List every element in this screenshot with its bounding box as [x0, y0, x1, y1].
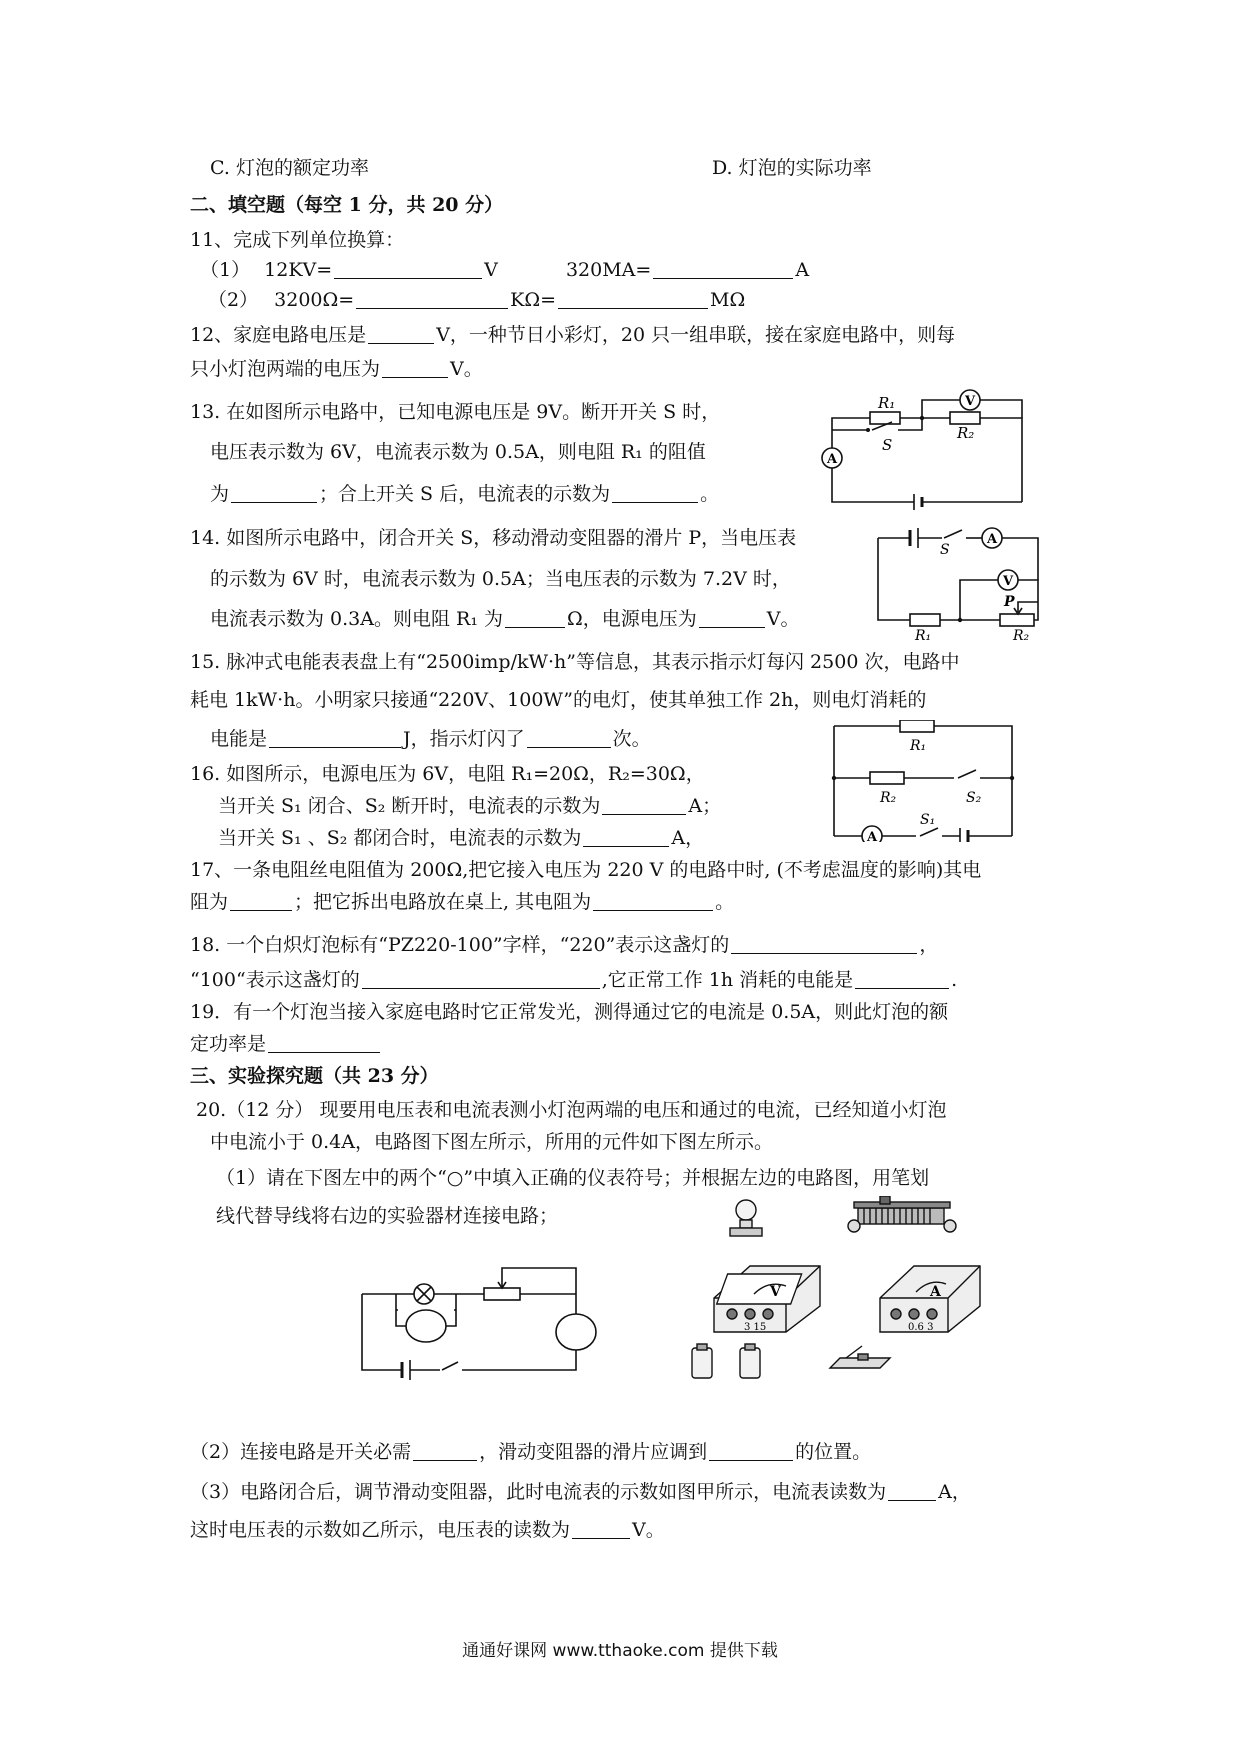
blank[interactable] — [413, 1442, 477, 1461]
q10-option-d: D. 灯泡的实际功率 — [712, 157, 872, 179]
q20-part1-line-1: （1）请在下图左中的两个“○”中填入正确的仪表符号；并根据左边的电路图，用笔划 — [216, 1167, 930, 1189]
q15-line-2: 耗电 1kW·h。小明家只接通“220V、100W”的电灯，使其单独工作 2h，则电灯消耗的 — [190, 689, 927, 711]
q11-l2-a: 3200Ω= — [274, 289, 355, 311]
q13-voltmeter-icon: V — [965, 394, 976, 409]
blank[interactable] — [230, 892, 292, 911]
q14-line-2: 的示数为 6V 时，电流表示数为 0.5A；当电压表的示数为 7.2V 时， — [210, 568, 791, 590]
blank[interactable] — [709, 1442, 793, 1461]
q13-line-3 — [210, 482, 719, 506]
q11-l2-b-unit: MΩ — [710, 289, 746, 311]
blank[interactable] — [612, 484, 698, 503]
q11-l1-b-unit: A — [795, 259, 810, 281]
page-footer: 通通好课网 www.tthaoke.com 提供下载 — [462, 1641, 778, 1661]
q14-text: V。 — [766, 608, 800, 630]
blank[interactable] — [855, 970, 949, 989]
blank[interactable] — [362, 970, 600, 989]
q13-line-1: 13. 在如图所示电路中，已知电源电压是 9V。断开开关 S 时， — [190, 401, 721, 423]
q17-line-1: 17、一条电阻丝电阻值为 200Ω,把它接入电压为 220 V 的电路中时, (不考虑温度的影响)其电 — [190, 859, 982, 881]
q13-text: 。 — [700, 483, 720, 505]
q11-l2-a-unit: KΩ= — [510, 289, 557, 311]
q14-label-p: P — [1004, 594, 1015, 610]
q20-part3-line-1 — [190, 1480, 971, 1504]
q14-text: Ω，电源电压为 — [566, 608, 697, 630]
q14-ammeter-icon: A — [987, 532, 998, 547]
q16-ammeter-icon: A — [867, 830, 878, 842]
q16-circuit-diagram — [830, 720, 1020, 842]
blank[interactable] — [572, 1520, 630, 1539]
q20-text: 的位置。 — [795, 1441, 872, 1463]
q17-text: 。 — [715, 891, 735, 913]
q20-equipment-pictures — [690, 1196, 990, 1396]
q17-line-2 — [190, 890, 734, 914]
q14-label-r2: R₂ — [1013, 628, 1030, 640]
blank[interactable] — [356, 290, 508, 309]
q12-text: V。 — [450, 358, 483, 380]
blank[interactable] — [368, 325, 434, 344]
q18-line-2 — [190, 968, 957, 992]
q15-text: 电能是 — [210, 728, 268, 750]
q12-line-2 — [190, 357, 483, 381]
switch-icon — [830, 1346, 890, 1368]
q20-part3-line-2 — [190, 1518, 665, 1542]
q18-text: 18. 一个白炽灯泡标有“PZ220-100”字样，“220”表示这盏灯的 — [190, 934, 730, 956]
q11-l1-b: 320MA= — [565, 259, 652, 281]
blank[interactable] — [583, 828, 669, 847]
q16-text: A， — [671, 827, 705, 849]
q11-l1-num: （1） — [200, 259, 251, 281]
q13-label-s: S — [882, 436, 893, 454]
ammeter-label: A — [930, 1284, 941, 1300]
blank[interactable] — [653, 260, 793, 279]
q12-line-1 — [190, 323, 955, 347]
q11-stem: 11、完成下列单位换算： — [190, 229, 405, 251]
q18-text: “100“表示这盏灯的 — [190, 969, 360, 991]
blank[interactable] — [231, 484, 317, 503]
q17-text: ；把它拆出电路放在桌上, 其电阻为 — [294, 891, 592, 913]
blank[interactable] — [602, 796, 686, 815]
q13-label-r2: R₂ — [957, 424, 975, 442]
q12-text: 只小灯泡两端的电压为 — [190, 358, 381, 380]
voltmeter-label: V — [770, 1284, 781, 1300]
blank[interactable] — [731, 935, 917, 954]
voltmeter-icon — [714, 1266, 820, 1332]
q14-line-1: 14. 如图所示电路中，闭合开关 S，移动滑动变阻器的滑片 P，当电压表 — [190, 527, 797, 549]
q20-line-1: 20.（12 分） 现要用电压表和电流表测小灯泡两端的电压和通过的电流，已经知道小灯泡 — [196, 1099, 947, 1121]
blank[interactable] — [382, 359, 448, 378]
lamp-icon — [730, 1200, 762, 1236]
q20-text: V。 — [632, 1519, 665, 1541]
q13-line-2: 电压表示数为 6V，电流表示数为 0.5A，则电阻 R₁ 的阻值 — [210, 441, 706, 463]
q13-text: 为 — [210, 483, 230, 505]
q13-circuit-diagram — [810, 388, 1030, 518]
q16-label-r1: R₁ — [910, 738, 927, 754]
q13-label-r1: R₁ — [878, 394, 896, 412]
q11-l1-a: 12KV= — [264, 259, 333, 281]
blank[interactable] — [269, 729, 401, 748]
q19-text: 定功率是 — [190, 1033, 267, 1055]
q18-text: . — [951, 969, 958, 991]
q13-text: ；合上开关 S 后，电流表的示数为 — [319, 483, 611, 505]
q14-circuit-diagram — [870, 520, 1045, 640]
q11-l1-a-unit: V — [484, 259, 498, 281]
q13-ammeter-icon: A — [827, 452, 838, 467]
blank[interactable] — [699, 609, 765, 628]
rheostat-icon — [848, 1196, 956, 1232]
q20-part1-line-2: 线代替导线将右边的实验器材连接电路； — [216, 1205, 559, 1227]
blank[interactable] — [593, 892, 713, 911]
q17-text: 阻为 — [190, 891, 229, 913]
q16-line-2 — [218, 794, 721, 818]
ammeter-scale: 0.6 3 — [908, 1322, 934, 1333]
q16-label-s2: S₂ — [966, 790, 982, 806]
q10-option-c: C. 灯泡的额定功率 — [210, 157, 369, 179]
q20-line-2: 中电流小于 0.4A，电路图下图左所示，所用的元件如下图左所示。 — [210, 1131, 773, 1153]
q20-circuit-diagram — [352, 1262, 604, 1382]
q11-l2-num: （2） — [208, 289, 259, 311]
q16-text: 当开关 S₁ 闭合、S₂ 断开时，电流表的示数为 — [218, 795, 601, 817]
q16-line-3 — [218, 826, 704, 850]
q20-text: A， — [938, 1481, 971, 1503]
q19-line-2 — [190, 1032, 382, 1056]
q16-text: 当开关 S₁ 、S₂ 都闭合时，电流表的示数为 — [218, 827, 582, 849]
q14-voltmeter-icon: V — [1003, 574, 1014, 589]
q20-text: （2）连接电路是开关必需 — [190, 1441, 412, 1463]
blank[interactable] — [527, 729, 611, 748]
battery-icon — [692, 1344, 760, 1378]
section-2-title: 二、填空题（每空 1 分，共 20 分） — [190, 194, 504, 216]
q14-label-s: S — [940, 542, 950, 558]
blank[interactable] — [888, 1482, 936, 1501]
q16-text: A； — [688, 795, 722, 817]
q11-line-2 — [208, 288, 745, 312]
q12-text: V，一种节日小彩灯，20 只一组串联，接在家庭电路中，则每 — [436, 324, 956, 346]
q20-text: （3）电路闭合后，调节滑动变阻器，此时电流表的示数如图甲所示，电流表读数为 — [190, 1481, 887, 1503]
q18-line-1 — [190, 933, 938, 957]
q15-text: J，指示灯闪了 — [403, 728, 525, 750]
q16-label-s1: S₁ — [920, 812, 936, 828]
q16-line-1: 16. 如图所示，电源电压为 6V，电阻 R₁=20Ω，R₂=30Ω， — [190, 763, 705, 785]
q18-text: ， — [919, 934, 939, 956]
q15-line-3 — [210, 727, 651, 751]
q18-text: ,它正常工作 1h 消耗的电能是 — [601, 969, 854, 991]
q14-text: 电流表示数为 0.3A。则电阻 R₁ 为 — [210, 608, 503, 630]
q11-line-1 — [200, 258, 809, 282]
blank[interactable] — [334, 260, 482, 279]
q15-text: 次。 — [612, 728, 651, 750]
blank[interactable] — [505, 609, 565, 628]
blank[interactable] — [558, 290, 708, 309]
q15-line-1: 15. 脉冲式电能表表盘上有“2500imp/kW·h”等信息，其表示指示灯每闪 2500 次，电路中 — [190, 651, 960, 673]
q14-label-r1: R₁ — [915, 628, 932, 640]
blank[interactable] — [268, 1034, 380, 1053]
q19-line-1: 19．有一个灯泡当接入家庭电路时它正常发光，测得通过它的电流是 0.5A，则此灯泡的额 — [190, 1001, 949, 1023]
q16-label-r2: R₂ — [880, 790, 897, 806]
q20-text: 这时电压表的示数如乙所示，电压表的读数为 — [190, 1519, 571, 1541]
q12-text: 12、家庭电路电压是 — [190, 324, 367, 346]
q14-line-3 — [210, 607, 799, 631]
q20-text: ，滑动变阻器的滑片应调到 — [479, 1441, 708, 1463]
voltmeter-scale: 3 15 — [744, 1322, 767, 1333]
section-3-title: 三、实验探究题（共 23 分） — [190, 1065, 439, 1087]
q20-part2 — [190, 1440, 871, 1464]
